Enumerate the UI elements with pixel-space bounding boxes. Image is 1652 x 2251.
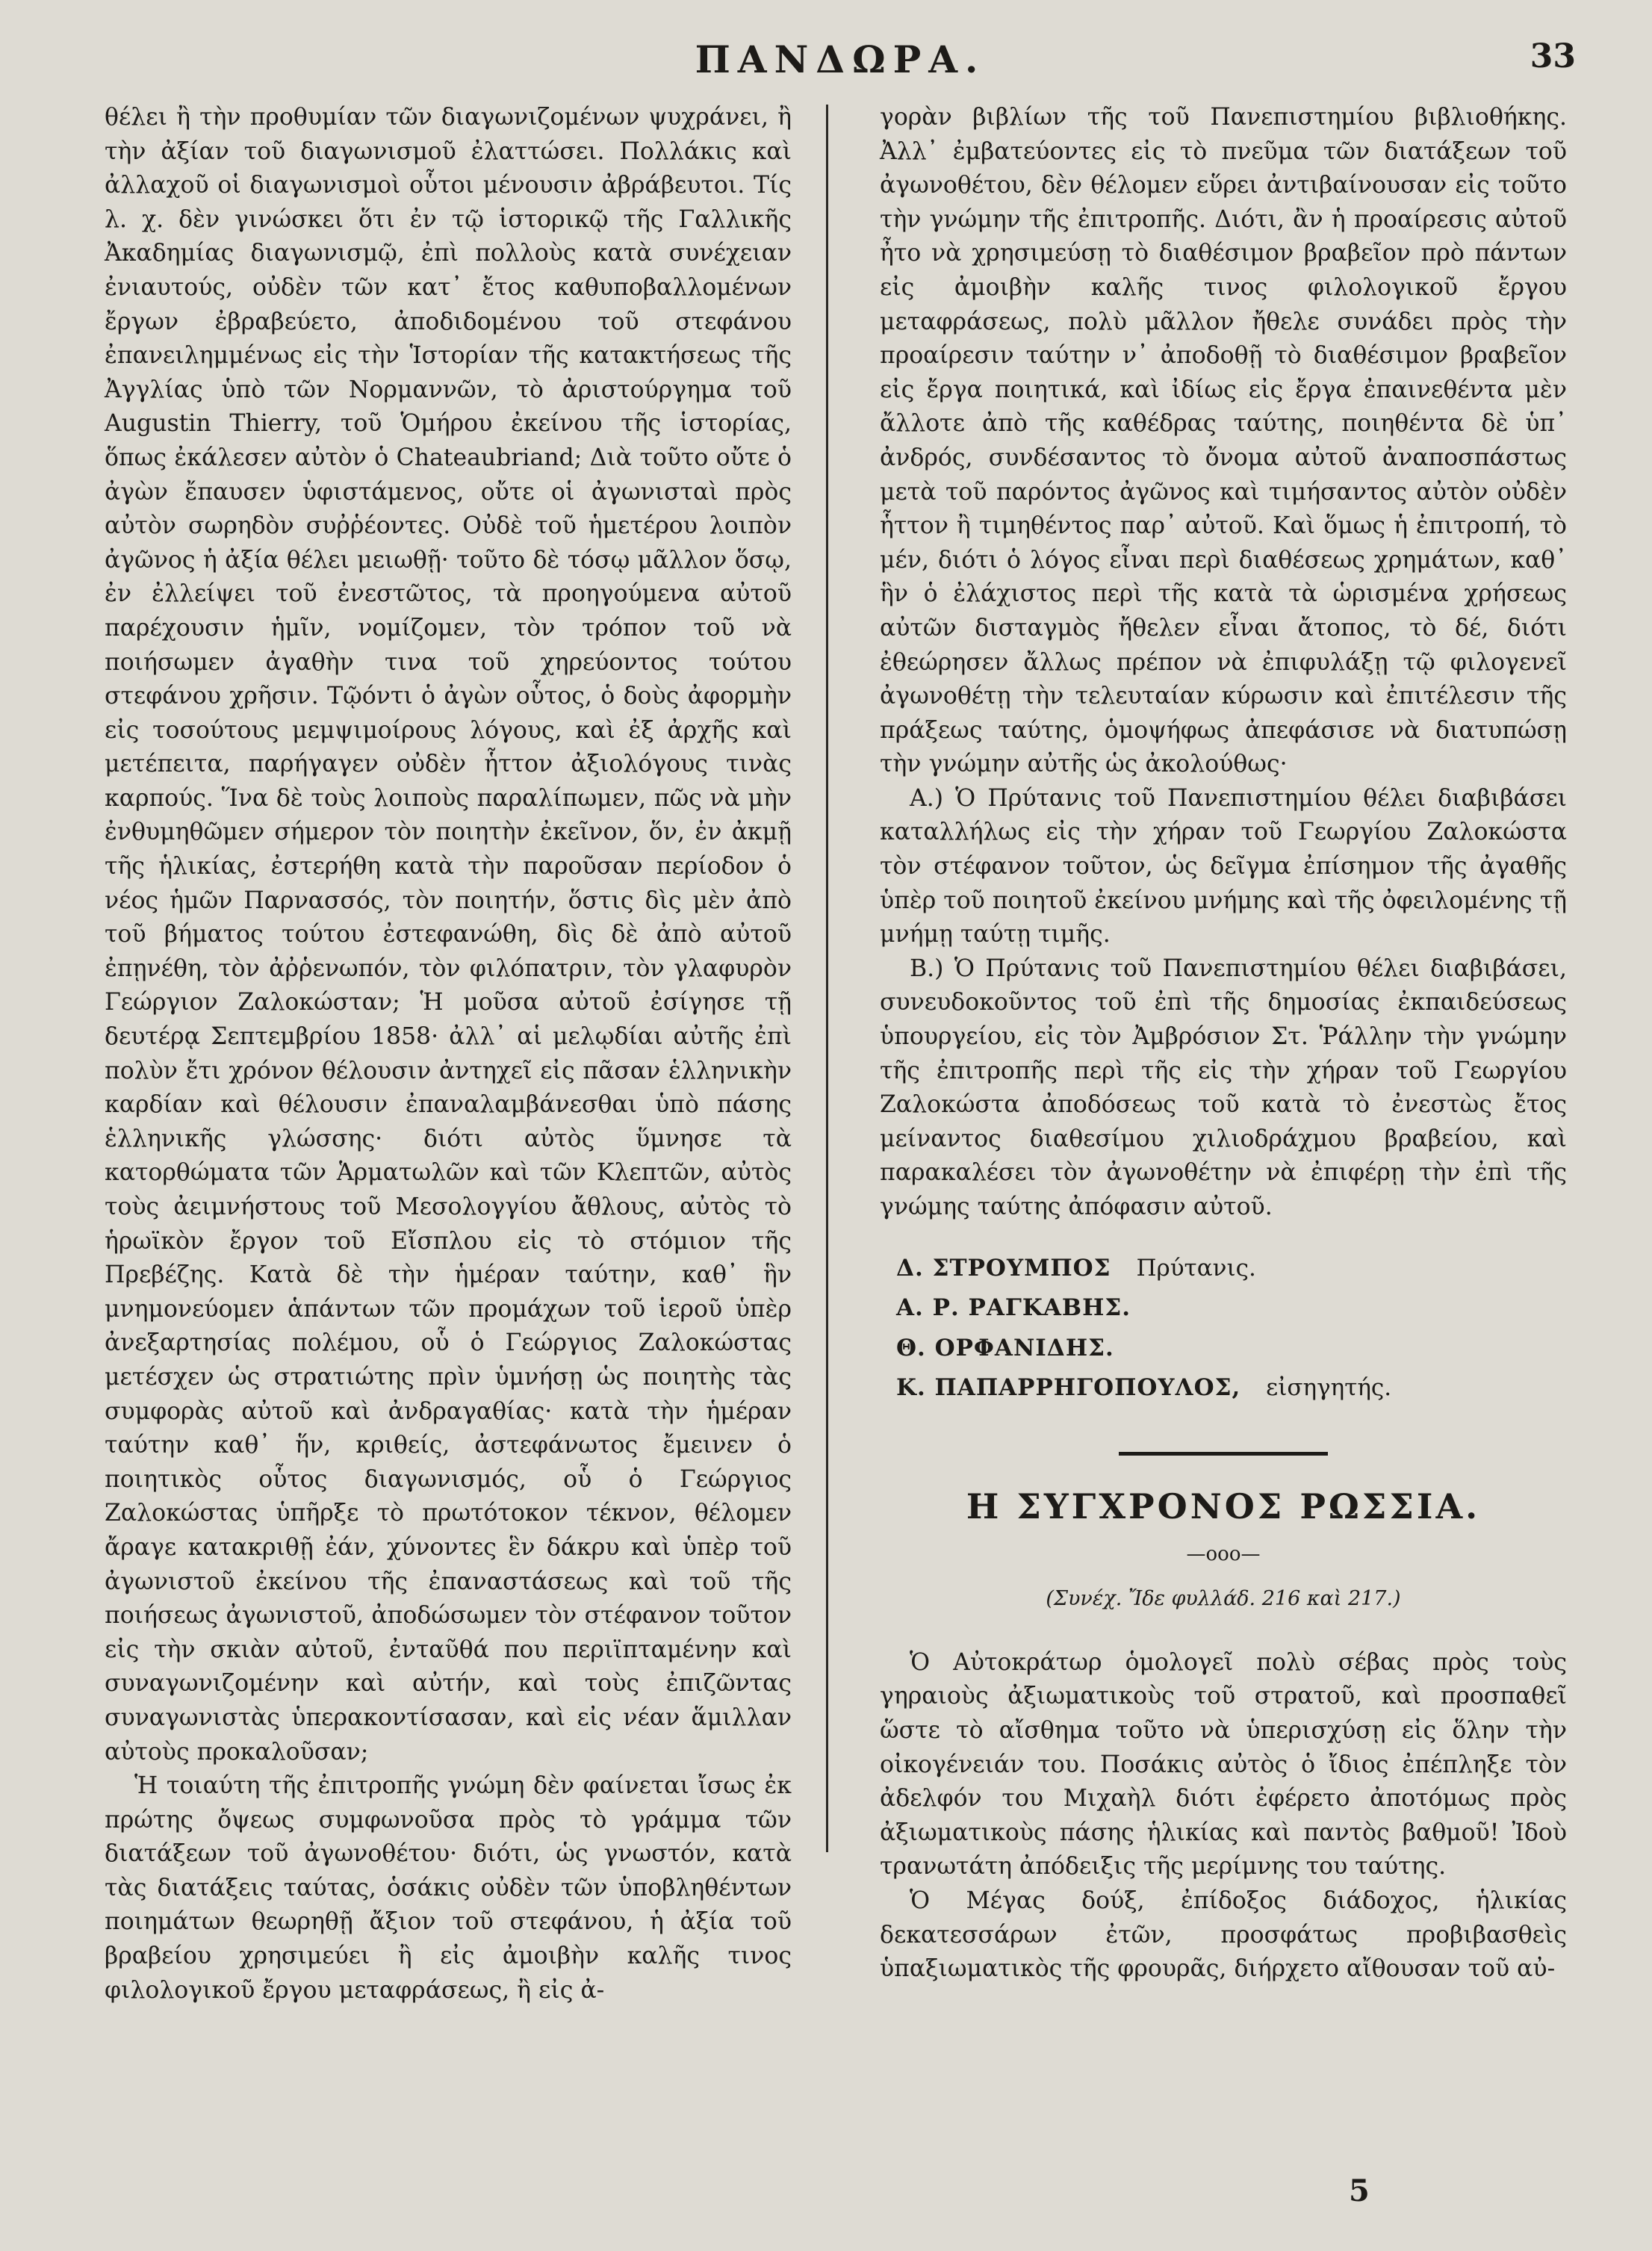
signature-line xyxy=(896,1291,1567,1326)
right-paragraph-1: γορὰν βιβλίων τῆς τοῦ Πανεπιστημίου βιβλιοθήκης. Ἀλλ᾽ ἐμβατεύοντες εἰς τὸ πνεῦμα τῶν διατάξεων τοῦ ἀγωνοθέτου, δὲν θέλομεν εὕρει ἀντιβαίνουσαν εἰς τοῦτο τὴν γνώμην τῆς ἐπιτροπῆς. Διότι, ἂν ἡ προαίρεσις αὐτοῦ ἦτο νὰ χρησιμεύσῃ τὸ διαθέσιμον βραβεῖον πρὸ πάντων εἰς ἀμοιβὴν καλῆς τινος φιλολογικοῦ ἔργου μεταφράσεως, πολὺ μᾶλλον ἤθελε συνάδει πρὸς τὴν προαίρεσιν ταύτην ν᾽ ἀποδοθῇ τὸ διαθέσιμον βραβεῖον εἰς ἔργα ποιητικά, καὶ ἰδίως εἰς ἔργα ἐπαινεθέντα μὲν ἄλλοτε ἀπὸ τῆς καθέδρας ταύτης, ποιηθέντα δὲ ὑπ᾽ ἀνδρός, συνδέσαντος τὸ ὄνομα αὐτοῦ ἀναποσπάστως μετὰ τοῦ παρόντος ἀγῶνος καὶ τιμήσαντος αὐτὸν οὐδὲν ἧττον ἢ τιμηθέντος παρ᾽ αὐτοῦ. Καὶ ὅμως ἡ ἐπιτροπή, τὸ μέν, διότι ὁ λόγος εἶναι περὶ διαθέσεως χρημάτων, καθ᾽ ἣν ὁ ἐλάχιστος περὶ τῆς κατὰ τὰ ὡρισμένα χρήσεως αὐτῶν δισταγμὸς ἤθελεν εἶναι ἄτοπος, τὸ δέ, διότι ἐθεώρησεν ἄλλως πρέπον νὰ ἐπιφυλάξῃ τῷ φιλογενεῖ ἀγωνοθέτῃ τὴν τελευταίαν κύρωσιν καὶ ἐπιτέλεσιν τῆς πράξεως ταύτης, ὁμοψήφως ἀπεφάσισε νὰ διατυπώσῃ τὴν γνώμην αὐτῆς ὡς ἀκολούθως· xyxy=(880,104,1567,778)
signatory-name: Α. Ρ. ΡΑΓΚΑΒΗΣ. xyxy=(896,1294,1131,1322)
signature-line xyxy=(896,1252,1567,1286)
signatory-role: Πρύτανις. xyxy=(1136,1254,1256,1282)
signatory-name: Θ. ΟΡΦΑΝΙΔΗΣ. xyxy=(896,1334,1114,1362)
page-number: 33 xyxy=(1530,37,1576,75)
running-title: ΠΑΝΔΩΡΑ. xyxy=(695,37,986,81)
left-paragraph-1: θέλει ἢ τὴν προθυμίαν τῶν διαγωνιζομένων ψυχράνει, ἢ τὴν ἀξίαν τοῦ διαγωνισμοῦ ἐλαττώσει. Πολλάκις καὶ ἀλλαχοῦ οἱ διαγωνισμοὶ οὗτοι μένουσιν ἀβράβευτοι. Τίς λ. χ. δὲν γινώσκει ὅτι ἐν τῷ ἱστορικῷ τῆς Γαλλικῆς Ἀκαδημίας διαγωνισμῷ, ἐπὶ πολλοὺς κατὰ συνέχειαν ἐνιαυτούς, οὐδὲν τῶν κατ᾽ ἔτος καθυποβαλλομένων ἔργων ἐβραβεύετο, ἀποδιδομένου τοῦ στεφάνου ἐπανειλημμένως εἰς τὴν Ἱστορίαν τῆς κατακτήσεως τῆς Ἀγγλίας ὑπὸ τῶν Νορμαννῶν, τὸ ἀριστούργημα τοῦ Augustin Thierry, τοῦ Ὁμήρου ἐκείνου τῆς ἱστορίας, ὅπως ἐκάλεσεν αὐτὸν ὁ Chateaubriand; Διὰ τοῦτο οὔτε ὁ ἀγὼν ἔπαυσεν ὑφιστάμενος, οὔτε οἱ ἀγωνισταὶ πρὸς αὐτὸν σωρηδὸν συῤῥέοντες. Οὐδὲ τοῦ ἡμετέρου λοιπὸν ἀγῶνος ἡ ἀξία θέλει μειωθῇ· τοῦτο δὲ τόσῳ μᾶλλον ὅσῳ, ἐν ἐλλείψει τοῦ ἐνεστῶτος, τὰ προηγούμενα αὐτοῦ παρέχουσιν ἡμῖν, νομίζομεν, τὸν τρόπον τοῦ νὰ ποιήσωμεν ἀγαθὴν τινα τοῦ χηρεύοντος τούτου στεφάνου χρῆσιν. Τῷόντι ὁ ἀγὼν οὗτος, ὁ δοὺς ἀφορμὴν εἰς τοσούτους μεμψιμοίρους λόγους, καὶ ἐξ ἀρχῆς καὶ μετέπειτα, παρήγαγεν οὐδὲν ἧττον ἀξιολόγους τινὰς καρπούς. Ἵνα δὲ τοὺς λοιποὺς παραλίπωμεν, πῶς νὰ μὴν ἐνθυμηθῶμεν σήμερον τὸν ποιητὴν ἐκεῖνον, ὅν, ἐν ἀκμῇ τῆς ἡλικίας, ἐστερήθη κατὰ τὴν παροῦσαν περίοδον ὁ νέος ἡμῶν Παρνασσός, τὸν ποιητήν, ὅστις δὶς μὲν ἀπὸ τοῦ βήματος τούτου ἐστεφανώθη, δὶς δὲ ἀπὸ αὐτοῦ ἐπῃνέθη, τὸν ἀῤῥενωπόν, τὸν φιλόπατριν, τὸν γλαφυρὸν Γεώργιον Ζαλοκώσταν; Ἡ μοῦσα αὐτοῦ ἐσίγησε τῇ δευτέρᾳ Σεπτεμβρίου 1858· ἀλλ᾽ αἱ μελῳδίαι αὐτῆς ἐπὶ πολὺν ἔτι χρόνον θέλουσιν ἀντηχεῖ εἰς πᾶσαν ἑλληνικὴν καρδίαν καὶ θέλουσιν ἐπαναλαμβάνεσθαι ὑπὸ πάσης ἑλληνικῆς γλώσσης· διότι αὐτὸς ὕμνησε τὰ κατορθώματα τῶν Ἁρματωλῶν καὶ τῶν Κλεπτῶν, αὐτὸς τοὺς ἀειμνήστους τοῦ Μεσολογγίου ἄθλους, αὐτὸς τὸ ἡρωϊκὸν ἔργον τοῦ Εἴσπλου εἰς τὸ στόμιον τῆς Πρεβέζης. Κατὰ δὲ τὴν ἡμέραν ταύτην, καθ᾽ ἣν μνημονεύομεν ἁπάντων τῶν προμάχων τοῦ ἱεροῦ ὑπὲρ ἀνεξαρτησίας πολέμου, οὗ ὁ Γεώργιος Ζαλοκώστας μετέσχεν ὡς στρατιώτης πρὶν ὑμνήσῃ ὡς ποιητὴς τὰς συμφορὰς αὐτοῦ καὶ ἀνδραγαθίας· κατὰ τὴν ἡμέραν ταύτην καθ᾽ ἥν, κριθείς, ἀστεφάνωτος ἔμεινεν ὁ ποιητικὸς οὗτος διαγωνισμός, οὗ ὁ Γεώργιος Ζαλοκώστας ὑπῆρξε τὸ πρωτότοκον τέκνον, θέλομεν ἄραγε κατακριθῇ ἐάν, χύνοντες ἓν δάκρυ καὶ ὑπὲρ τοῦ ἀγωνιστοῦ ἐκείνου τῆς ἐπαναστάσεως καὶ τοῦ τῆς ποιήσεως ἀγωνιστοῦ, ἀποδώσωμεν τὸν στέφανον τοῦτον εἰς τὴν σκιὰν αὐτοῦ, ἐνταῦθά που περιϊπταμένην καὶ συναγωνιζομένην καὶ αὐτήν, καὶ τοὺς ἐπιζῶντας συναγωνιστὰς ὑπερακοντίσασαν, καὶ εἰς νέαν ἅμιλλαν αὐτοὺς προκαλοῦσαν; xyxy=(105,104,792,1766)
column-divider xyxy=(826,105,828,1852)
article-paragraph-2: Ὁ Μέγας δούξ, ἐπίδοξος διάδοχος, ἡλικίας δεκατεσσάρων ἐτῶν, προσφάτως προβιβασθεὶς ὑπαξιωματικὸς τῆς φρουρᾶς, διήρχετο αἴθουσαν τοῦ αὐ- xyxy=(880,1887,1567,1983)
section-separator-rule xyxy=(1119,1452,1328,1456)
title-ornament: —ooo— xyxy=(1186,1542,1261,1565)
resolution-b: Β.) Ὁ Πρύτανις τοῦ Πανεπιστημίου θέλει διαβιβάσει, συνευδοκοῦντος τοῦ ἐπὶ τῆς δημοσίας ἐκπαιδεύσεως ὑπουργείου, εἰς τὸν Ἀμβρόσιον Στ. Ῥάλλην τὴν γνώμην τῆς ἐπιτροπῆς περὶ τῆς εἰς τὴν χήραν τοῦ Γεωργίου Ζαλοκώστα ἀποδόσεως τοῦ κατὰ τὸ ἐνεστὼς ἔτος μείναντος διαθεσίμου χιλιοδράχμου βραβείου, καὶ παρακαλέσει τὸν ἀγωνοθέτην νὰ ἐπιφέρῃ τὴν ἐπὶ τῆς γνώμης ταύτης ἀπόφασιν αὐτοῦ. xyxy=(880,954,1567,1220)
left-column xyxy=(105,101,792,2008)
signature-line xyxy=(896,1332,1567,1366)
right-column xyxy=(880,101,1567,1987)
article-paragraph-1: Ὁ Αὐτοκράτωρ ὁμολογεῖ πολὺ σέβας πρὸς τοὺς γηραιοὺς ἀξιωματικοὺς τοῦ στρατοῦ, καὶ προσπαθεῖ ὥστε τὸ αἴσθημα τοῦτο νὰ ὑπερισχύσῃ εἰς ὅλην τὴν οἰκογένειάν του. Ποσάκις αὐτὸς ὁ ἴδιος ἐπέπληξε τὸν ἀδελφόν του Μιχαὴλ διότι ἐφέρετο ἀποτόμως πρὸς ἀξιωματικοὺς πάσης ἡλικίας καὶ παντὸς βαθμοῦ! Ἰδοὺ τρανωτάτη ἀπόδειξις τῆς μερίμνης του ταύτης. xyxy=(880,1648,1567,1881)
left-paragraph-2: Ἡ τοιαύτη τῆς ἐπιτροπῆς γνώμη δὲν φαίνεται ἴσως ἐκ πρώτης ὄψεως συμφωνοῦσα πρὸς τὸ γράμμα τῶν διατάξεων τοῦ ἀγωνοθέτου· διότι, ὡς γνωστόν, κατὰ τὰς διατάξεις ταύτας, ὁσάκις οὐδὲν τῶν ὑποβληθέντων ποιημάτων θεωρηθῇ ἄξιον τοῦ στεφάνου, ἡ ἀξία τοῦ βραβείου χρησιμεύει ἢ εἰς ἀμοιβὴν καλῆς τινος φιλολογικοῦ ἔργου μεταφράσεως, ἢ εἰς ἀ- xyxy=(105,1772,792,2004)
printer-signature-mark: 5 xyxy=(1349,2173,1370,2208)
signatory-role: εἰσηγητής. xyxy=(1266,1374,1392,1402)
article-title: Η ΣΥΓΧΡΟΝΟΣ ΡΩΣΣΙΑ. xyxy=(966,1485,1481,1527)
resolution-a: Α.) Ὁ Πρύτανις τοῦ Πανεπιστημίου θέλει διαβιβάσει καταλλήλως εἰς τὴν χήραν τοῦ Γεωργίου Ζαλοκώστα τὸν στέφανον τοῦτον, ὡς δεῖγμα ἐπίσημον τῆς ἀγαθῆς ὑπὲρ τοῦ ποιητοῦ ἐκείνου μνήμης καὶ τῆς ὀφειλομένης τῇ μνήμῃ ταύτῃ τιμῆς. xyxy=(880,784,1567,948)
signatory-name: Κ. ΠΑΠΑΡΡΗΓΟΠΟΥΛΟΣ, xyxy=(896,1374,1241,1402)
signatory-name: Δ. ΣΤΡΟΥΜΠΟΣ xyxy=(896,1254,1111,1282)
signatures-block xyxy=(880,1252,1567,1406)
signature-line xyxy=(896,1371,1567,1406)
page-header xyxy=(105,37,1576,90)
continuation-note: (Συνέχ. Ἴδε φυλλάδ. 216 καὶ 217.) xyxy=(1046,1587,1401,1611)
